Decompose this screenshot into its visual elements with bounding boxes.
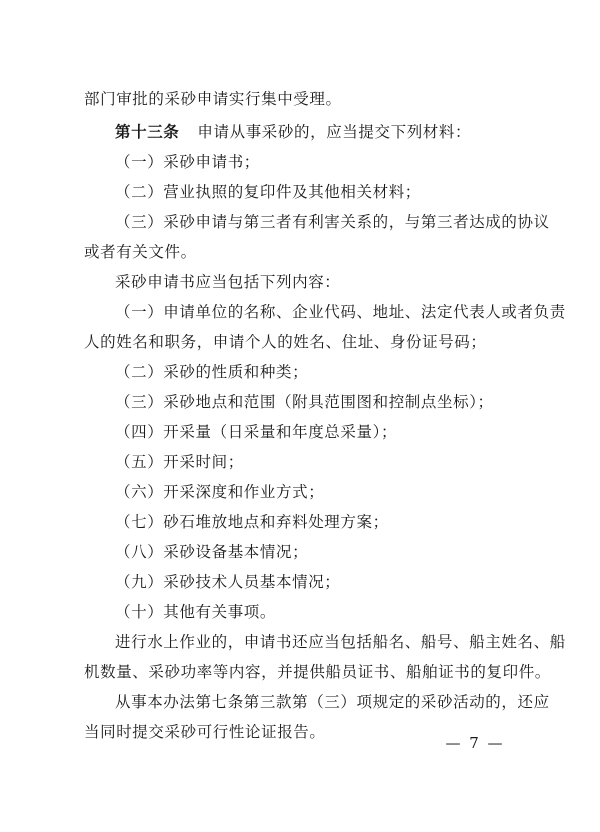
text-line-8: （一）申请单位的名称、企业代码、地址、法定代表人或者负责: [115, 303, 566, 321]
text-line-17: （九）采砂技术人员基本情况；: [115, 573, 341, 591]
text-line-16: （八）采砂设备基本情况；: [115, 543, 309, 561]
text-line-20: 机数量、采砂功率等内容，并提供船员证书、船舶证书的复印件。: [84, 663, 551, 681]
text-line-1: 部门审批的采砂申请实行集中受理。: [84, 90, 342, 108]
text-line-18: （十）其他有关事项。: [115, 603, 277, 621]
text-line-19: 进行水上作业的，申请书还应当包括船名、船号、船主姓名、船: [115, 633, 566, 651]
text-line-12: （四）开采量（日采量和年度总采量）；: [115, 423, 398, 441]
text-line-7: 采砂申请书应当包括下列内容：: [115, 273, 341, 291]
article-13-line: [115, 121, 525, 143]
text-line-14: （六）开采深度和作业方式；: [115, 483, 325, 501]
text-line-9: 人的姓名和职务，申请个人的姓名、住址、身份证号码；: [84, 333, 487, 351]
text-line-11: （三）采砂地点和范围（附具范围图和控制点坐标）；: [115, 393, 494, 411]
article-13-heading: 第十三条: [115, 123, 180, 141]
text-line-21: 从事本办法第七条第三款第（三）项规定的采砂活动的，还应: [115, 693, 550, 711]
article-13-text: 申请从事采砂的，应当提交下列材料：: [197, 123, 472, 141]
text-line-15: （七）砂石堆放地点和弃料处理方案；: [115, 513, 389, 531]
text-line-22: 当同时提交采砂可行性论证报告。: [84, 723, 326, 741]
page-number: — 7 —: [445, 734, 505, 752]
text-line-6: 或者有关文件。: [84, 243, 197, 261]
text-line-4: （二）营业执照的复印件及其他相关材料；: [115, 183, 421, 201]
text-line-3: （一）采砂申请书；: [115, 153, 260, 171]
text-line-13: （五）开采时间；: [115, 453, 244, 471]
text-line-5: （三）采砂申请与第三者有利害关系的，与第三者达成的协议: [115, 213, 550, 231]
text-line-10: （二）采砂的性质和种类；: [115, 363, 309, 381]
